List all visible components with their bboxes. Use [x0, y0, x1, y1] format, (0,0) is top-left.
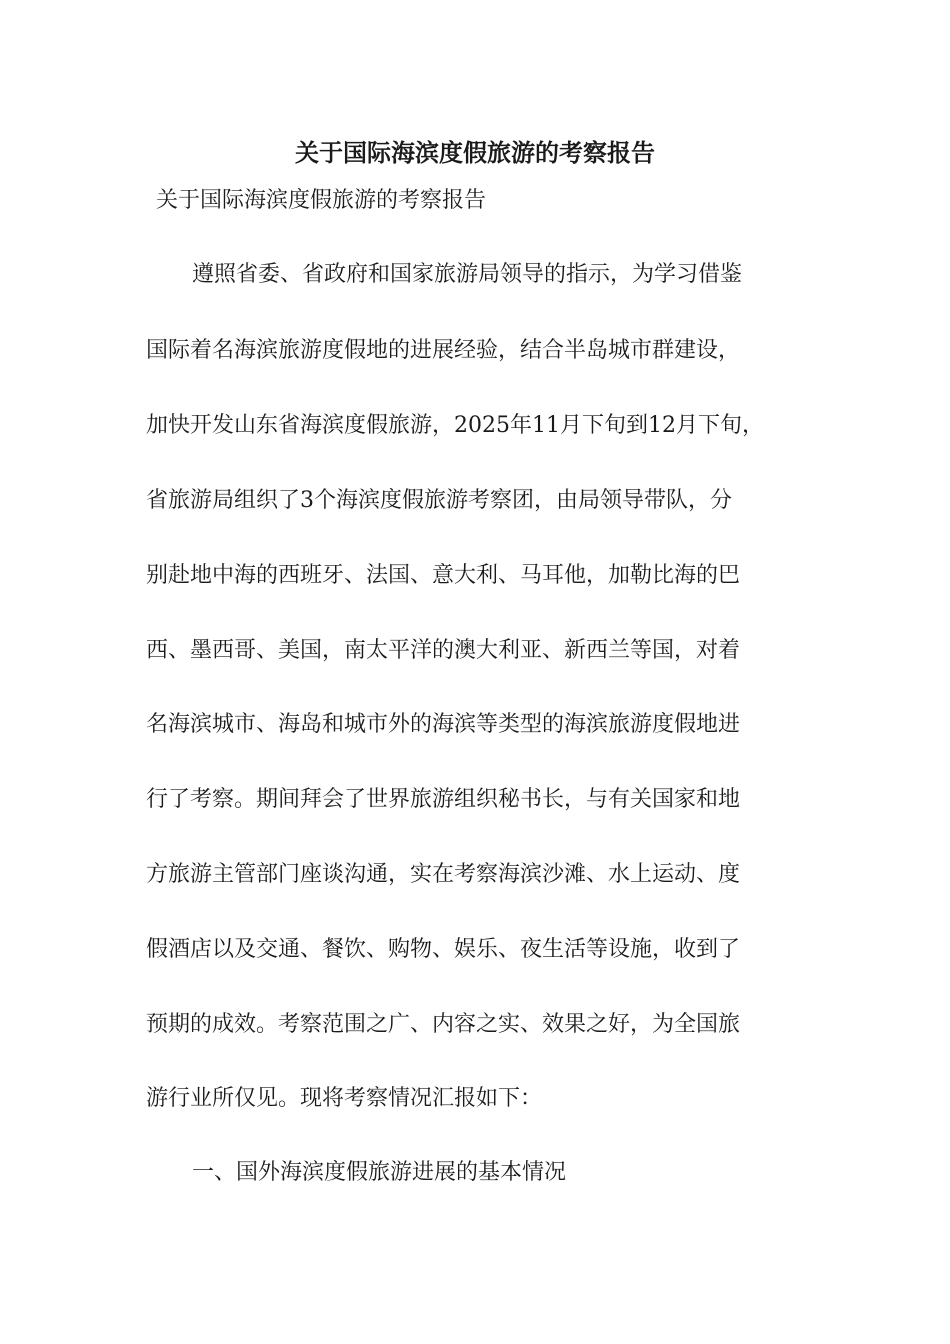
page-subtitle: 关于国际海滨度假旅游的考察报告 [156, 188, 487, 213]
paragraph-line: 别赴地中海的西班牙、法国、意大利、马耳他，加勒比海的巴 [146, 563, 741, 588]
paragraph-line: 假酒店以及交通、餐饮、购物、娱乐、夜生活等设施，收到了 [146, 937, 741, 962]
paragraph-line: 国际着名海滨旅游度假地的进展经验，结合半岛城市群建设， [146, 338, 741, 363]
paragraph-line: 预期的成效。考察范围之广、内容之实、效果之好，为全国旅 [146, 1012, 741, 1037]
paragraph-line: 遵照省委、省政府和国家旅游局领导的指示，为学习借鉴 [192, 262, 743, 287]
paragraph-line: 名海滨城市、海岛和城市外的海滨等类型的海滨旅游度假地进 [146, 712, 741, 737]
paragraph-line: 游行业所仅见。现将考察情况汇报如下： [146, 1086, 543, 1111]
paragraph-line: 省旅游局组织了3个海滨度假旅游考察团，由局领导带队，分 [146, 488, 732, 513]
paragraph-line: 加快开发山东省海滨度假旅游，2025年11月下旬到12月下旬， [146, 413, 764, 438]
paragraph-line: 西、墨西哥、美国，南太平洋的澳大利亚、新西兰等国，对着 [146, 638, 741, 663]
paragraph-line: 方旅游主管部门座谈沟通，实在考察海滨沙滩、水上运动、度 [146, 862, 741, 887]
paragraph-line: 行了考察。期间拜会了世界旅游组织秘书长，与有关国家和地 [146, 787, 741, 812]
page-title: 关于国际海滨度假旅游的考察报告 [295, 138, 655, 167]
section-heading: 一、国外海滨度假旅游进展的基本情况 [192, 1160, 567, 1185]
